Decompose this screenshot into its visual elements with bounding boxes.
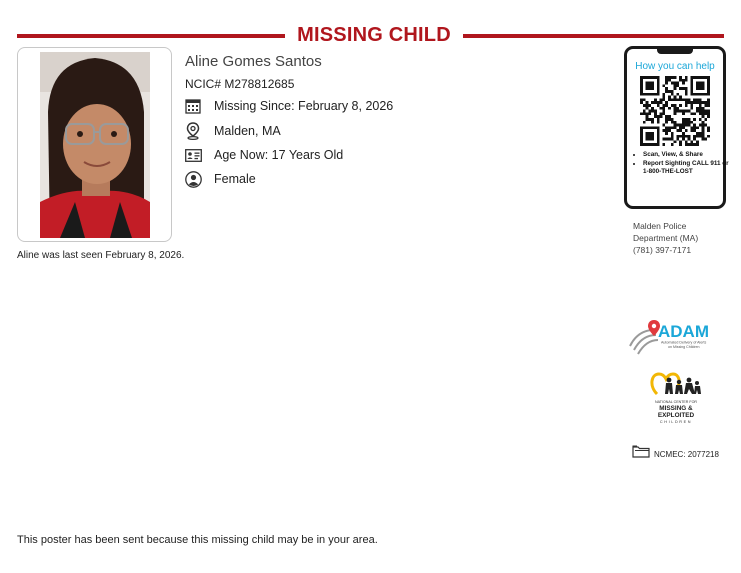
qr-code[interactable]: [640, 76, 710, 146]
ncmec-line-3: EXPLOITED: [657, 412, 695, 419]
poster-title: MISSING CHILD: [297, 24, 451, 46]
header-rule-left: [17, 34, 285, 38]
missing-since: Missing Since: February 8, 2026: [214, 99, 394, 113]
adam-subtitle-2: on Missing Children: [668, 345, 700, 349]
sex-row: [184, 169, 256, 189]
adam-wordmark: ADAM: [658, 322, 709, 341]
help-item-report: • Report Sighting CALL 911 or 1-800-THE-LOST: [643, 160, 729, 176]
person-icon: [184, 170, 202, 188]
missing-since-row: [184, 96, 393, 116]
ncmec-case-id: [632, 445, 719, 463]
agency-contact: [633, 220, 698, 256]
calendar-icon: [184, 97, 202, 115]
header-rule-right: [463, 34, 724, 38]
agency-name-line2: Department (MA): [633, 233, 699, 243]
age-row: [184, 145, 343, 165]
ncmec-line-2: MISSING &: [659, 405, 693, 412]
ncic-number: NCIC# M278812685: [185, 77, 295, 91]
id-card-icon: [184, 146, 202, 164]
phone-notch: [657, 49, 693, 54]
age-now: Age Now: 17 Years Old: [214, 148, 344, 162]
ncmec-logo: [645, 368, 707, 428]
child-portrait-illustration: [40, 52, 150, 238]
adam-logo: [628, 318, 720, 356]
adam-subtitle-1: Automated Delivery of Alerts: [661, 340, 707, 345]
help-card-title: How you can help: [635, 61, 715, 72]
help-card: [624, 46, 729, 209]
help-item-share: • Scan, View, & Share: [643, 151, 729, 159]
agency-phone: (781) 397-7171: [633, 245, 692, 255]
ncmec-number: NCMEC: 2077218: [654, 449, 719, 459]
location-row: [184, 121, 281, 141]
ncmec-line-1: NATIONAL CENTER FOR: [655, 400, 697, 404]
footer-note: This poster has been sent because this missing child may be in your area.: [17, 534, 378, 546]
child-photo: [17, 47, 172, 242]
last-seen-text: Aline was last seen February 8, 2026.: [17, 250, 185, 261]
agency-name-line1: Malden Police: [633, 221, 687, 231]
folder-icon: [632, 445, 650, 463]
location-pin-icon: [184, 122, 202, 140]
location: Malden, MA: [214, 124, 281, 138]
child-name: Aline Gomes Santos: [185, 53, 322, 70]
help-card-list: [633, 151, 729, 177]
sex: Female: [214, 172, 256, 186]
ncmec-line-4: CHILDREN: [659, 420, 693, 424]
